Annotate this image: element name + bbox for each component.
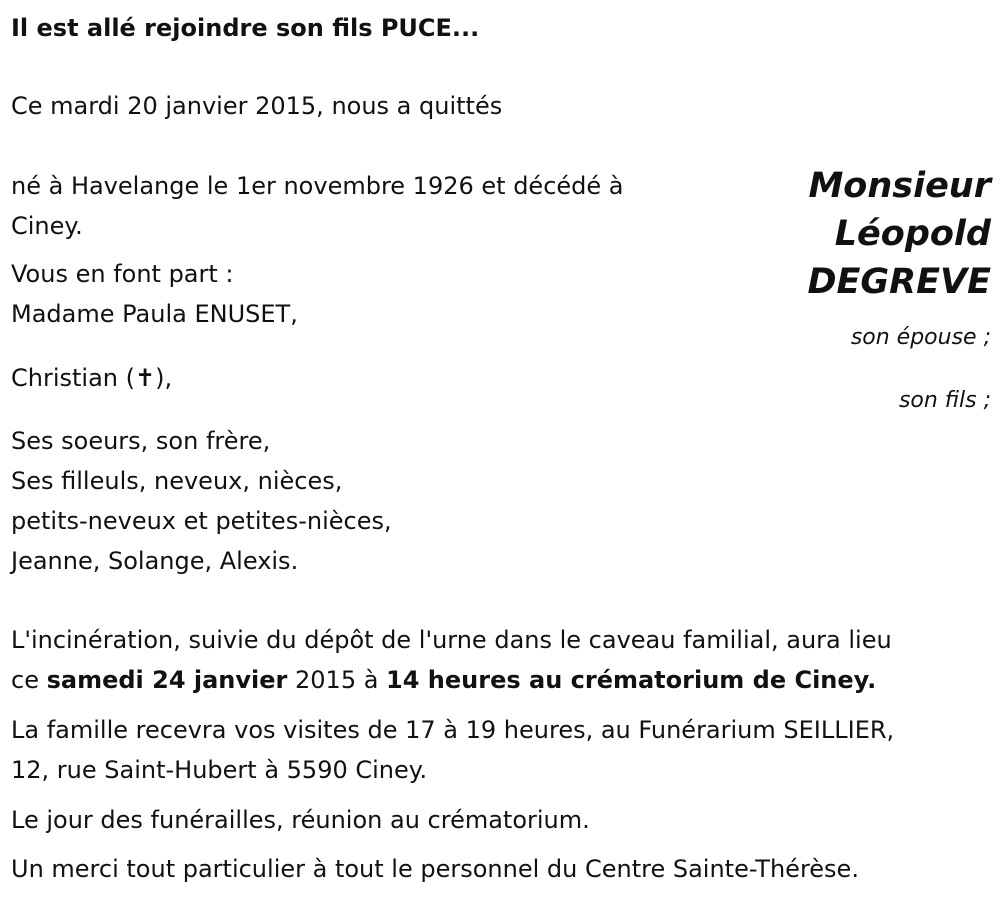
cremation-line-2 [11,660,876,700]
cremation-line-1: L'incinération, suivie du dépôt de l'urne dans le caveau familial, aura lieu [11,626,892,654]
son-line [11,358,172,398]
spouse-name: Madame Paula ENUSET, [11,300,298,328]
family-line: Ses filleuls, neveux, nièces, [11,467,343,495]
family-line: Jeanne, Solange, Alexis. [11,547,299,575]
thanks-text: Un merci tout particulier à tout le personnel du Centre Sainte-Thérèse. [11,855,859,883]
visits-line-1: La famille recevra vos visites de 17 à 19 heures, au Funérarium SEILLIER, [11,716,895,744]
announcement-line-1: Vous en font part : [11,260,234,288]
deceased-title: Monsieur [808,166,991,206]
birth-death-line-1: né à Havelange le 1er novembre 1926 et décédé à [11,172,624,200]
meeting-text: Le jour des funérailles, réunion au crématorium. [11,806,590,834]
family-line: Ses soeurs, son frère, [11,427,271,455]
son-name: Christian ( [11,364,135,392]
cremation-place: 14 heures au crématorium de Ciney. [386,666,877,694]
cross-icon: ✝ [135,364,156,392]
intro-text: Ce mardi 20 janvier 2015, nous a quittés [11,92,503,120]
cremation-date: samedi 24 janvier [46,666,288,694]
birth-death-line-2: Ciney. [11,212,83,240]
son-role: son fils ; [898,388,991,413]
deceased-first-name: Léopold [834,214,991,254]
son-suffix: ), [155,364,173,392]
cremation-year: 2015 à [287,666,387,694]
visits-line-2: 12, rue Saint-Hubert à 5590 Ciney. [11,756,428,784]
cremation-prefix: ce [11,666,47,694]
obituary-heading: Il est allé rejoindre son fils PUCE... [11,14,480,42]
spouse-role: son épouse ; [850,325,991,350]
family-line: petits-neveux et petites-nièces, [11,507,392,535]
deceased-last-name: DEGREVE [807,262,991,302]
